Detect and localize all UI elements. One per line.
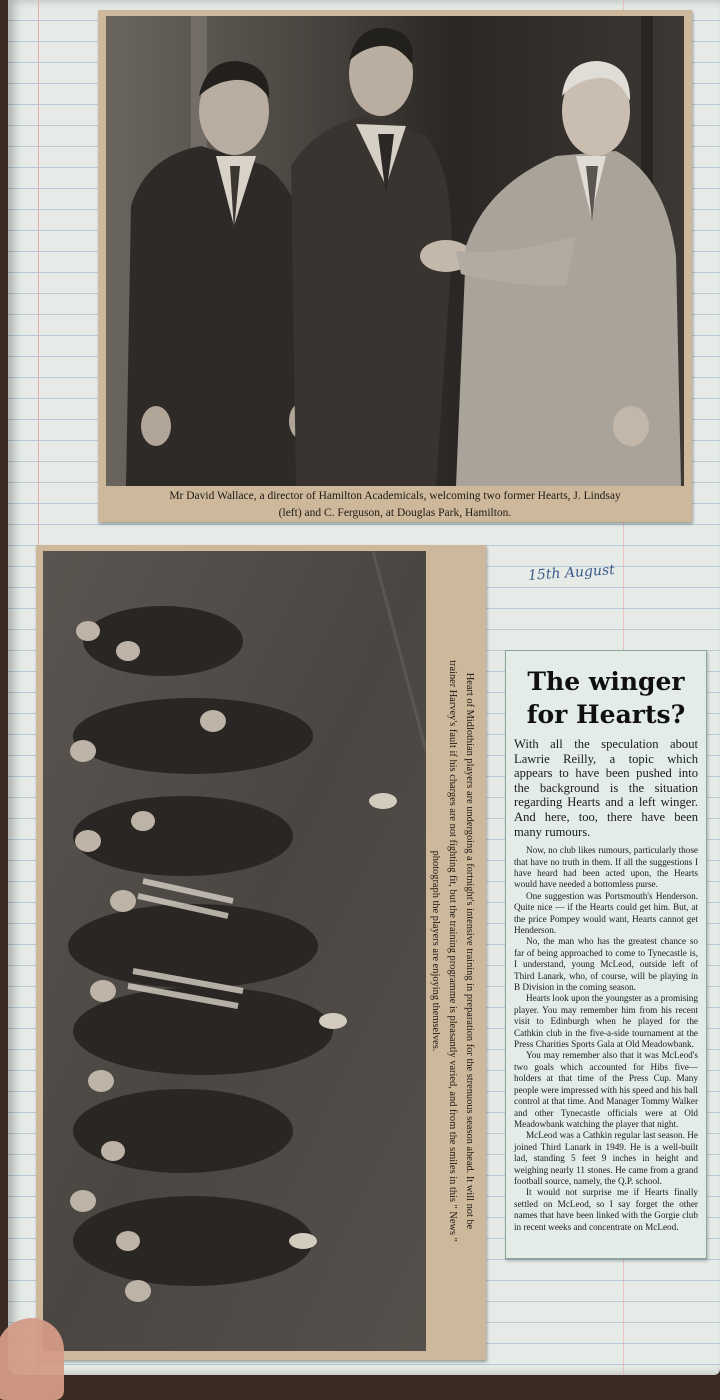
photo-caption (102, 488, 688, 522)
thumb (0, 1318, 64, 1400)
article-paragraph: McLeod was a Cathkin regular last season. He joined Third Lanark in 1949. He is a well-built lad, standing 5 feet 9 inches in height and weighing nearly 11 stones. He came from a grand football source, namely, the Q.P. school. (514, 1130, 698, 1186)
photo-caption-rotated (430, 551, 480, 1351)
headline-line: The winger (527, 667, 685, 696)
caption-line: photograph the players are enjoying themselves. (430, 850, 441, 1052)
article-paragraph: Hearts look upon the youngster as a promising player. You may remember him from his recent visit to Edinburgh when he played for the Cathkin club in the five-a-side tournament at the Press Charities Sports Gala at Old Meadowbank. (514, 993, 698, 1050)
caption-line: Heart of Midlothian players are undergoing a fortnight's intensive training in preparation for the strenuous season ahead. It will not be (464, 672, 475, 1230)
handwritten-date: 15th August (527, 561, 616, 585)
article-paragraph: No, the man who has the greatest chance so far of being approached to come to Tynecastle is, I understand, young McLeod, outside left of Third Lanark, who, of course, will be playing in B Division in the coming season. (514, 936, 698, 993)
article-lead: With all the speculation about Lawrie Reilly, a topic which appears to have been pushed into the background is the situation regarding Hearts and a left winger. And here, too, there have been many rumours. (514, 737, 698, 839)
clipping-team-training-photo (36, 545, 486, 1360)
article-headline (512, 665, 700, 731)
headline-line: for Hearts? (526, 700, 686, 729)
article-paragraph: You may remember also that it was McLeod's two goals which accounted for Hibs five—holders at that time of the Press Cup. Many people were impressed with his speed and his ball control at that time. And Manager Tommy Walker and other Tynecastle officials were at Old Meadowbank watching the player that night. (514, 1050, 698, 1129)
photo-hearts-players-lying (43, 551, 426, 1351)
clipping-directors-photo (98, 10, 692, 522)
photo-three-men-handshake (106, 16, 684, 486)
scrapbook-page (8, 0, 720, 1375)
article-paragraph: Now, no club likes rumours, particularly those that have no truth in them. If all the suggestions I have heard had been acted upon, the Hearts would have needed a bottomless purse. (514, 845, 698, 890)
photo-illustration (43, 551, 426, 1351)
caption-line: (left) and C. Ferguson, at Douglas Park, Hamilton. (278, 507, 512, 519)
photo-illustration (106, 16, 684, 486)
article-clipping (505, 650, 707, 1259)
caption-line: Mr David Wallace, a director of Hamilton Academicals, welcoming two former Hearts, J. Lindsay (169, 490, 621, 502)
article-body (514, 845, 698, 1233)
article-paragraph: It would not surprise me if Hearts finally settled on McLeod, so I say forget the other names that have been linked with the Gorgie club in recent weeks and concentrate on McLeod. (514, 1187, 698, 1232)
caption-line: trainer Harvey's fault if his charges are not fighting fit, but the training programme is pleasantly varied, and from the smiles in this " News " (447, 660, 458, 1242)
article-paragraph: One suggestion was Portsmouth's Henderson. Quite nice — if the Hearts could get him. But, at the price Pompey would want, Hearts cannot get Henderson. (514, 890, 698, 935)
